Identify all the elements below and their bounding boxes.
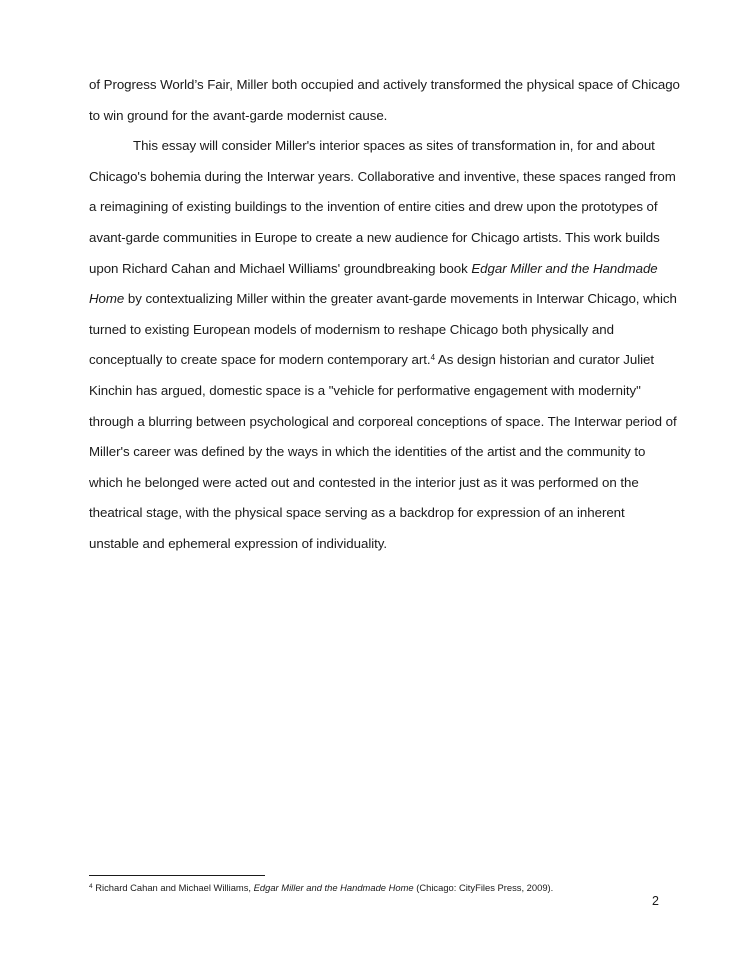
footnote-book-title: Edgar Miller and the Handmade Home [253, 882, 414, 893]
page-number: 2 [652, 894, 659, 908]
text-line: Kinchin has argued, domestic space is a "vehicle for performative engagement with modernity" [89, 382, 641, 398]
paragraph-1 [89, 70, 680, 131]
text-line [89, 254, 664, 285]
text-line: to win ground for the avant-garde modernist cause. [89, 107, 388, 123]
footnote-text: Richard Cahan and Michael Williams, [92, 882, 254, 893]
paragraph-2 [89, 131, 677, 559]
text-segment: As design historian and curator Juliet [434, 352, 655, 368]
text-segment: by contextualizing Miller within the greater avant-garde movements in Interwar Chicago, which [124, 291, 677, 307]
text-segment: upon Richard Cahan and Michael Williams' groundbreaking book [89, 260, 472, 276]
footnote-separator [89, 875, 265, 876]
text-segment: conceptually to create space for modern contemporary art. [89, 352, 431, 368]
footnote-number: 4 [89, 883, 93, 890]
text-line: This essay will consider Miller's interior spaces as sites of transformation in, for and about [133, 138, 655, 154]
text-line: which he belonged were acted out and contested in the interior just as it was performed on the [89, 474, 639, 490]
text-line: theatrical stage, with the physical space serving as a backdrop for expression of an inherent [89, 505, 625, 521]
text-line: unstable and ephemeral expression of individuality. [89, 535, 388, 551]
text-line: through a blurring between psychological and corporeal conceptions of space. The Interwar period of [89, 413, 677, 429]
text-line [89, 284, 677, 315]
text-line: turned to existing European models of modernism to reshape Chicago both physically and [89, 321, 614, 337]
text-line: Miller's career was defined by the ways in which the identities of the artist and the community to [89, 444, 646, 460]
text-line: a reimagining of existing buildings to the invention of entire cities and drew upon the prototypes of [89, 199, 658, 215]
text-line: avant-garde communities in Europe to create a new audience for Chicago artists. This work builds [89, 229, 660, 245]
book-title-italic: Home [89, 291, 125, 307]
text-line [89, 345, 664, 376]
text-line: Chicago's bohemia during the Interwar years. Collaborative and inventive, these spaces ranged from [89, 168, 676, 184]
body-text [89, 70, 680, 560]
book-title-italic: Edgar Miller and the Handmade [471, 260, 658, 276]
footnote [89, 881, 689, 895]
footnote-text: (Chicago: CityFiles Press, 2009). [413, 882, 554, 893]
text-line: of Progress World’s Fair, Miller both occupied and actively transformed the physical space of Chicago [89, 77, 680, 92]
footnote-reference[interactable]: 4 [430, 353, 435, 363]
